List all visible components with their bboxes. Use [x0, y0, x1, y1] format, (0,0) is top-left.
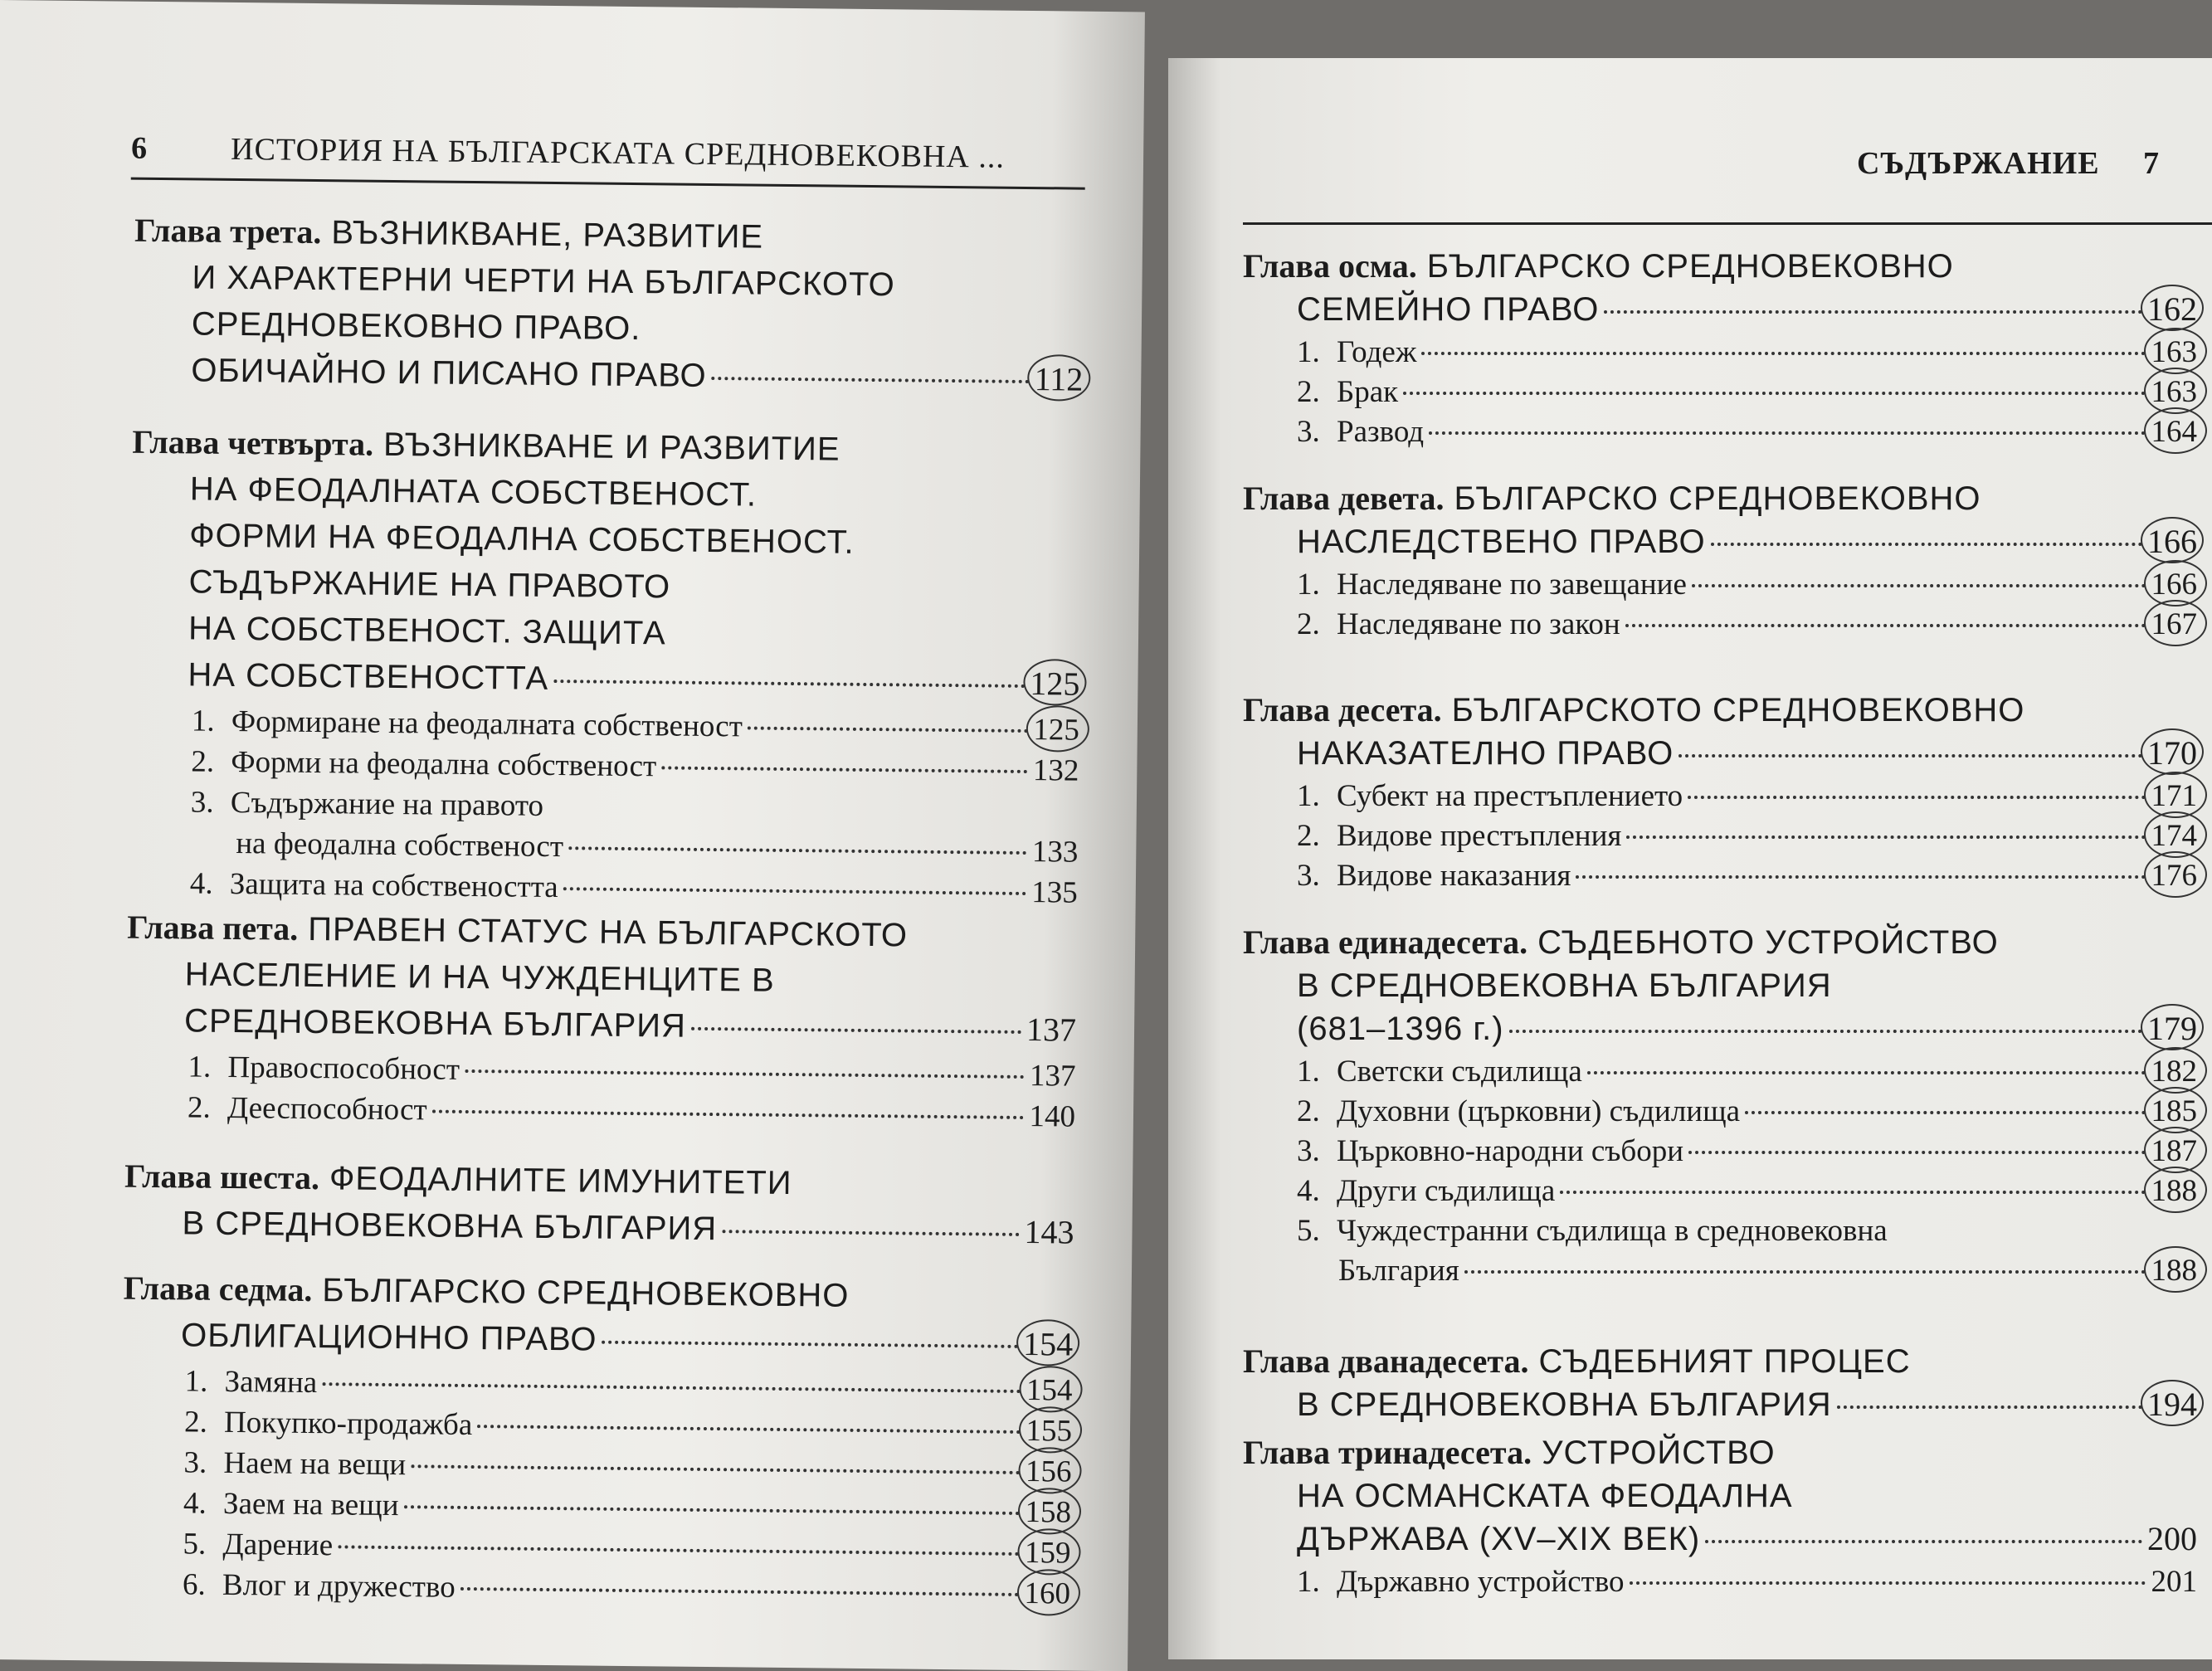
- chapter-title-line: [184, 999, 1076, 1051]
- page-ref: 132: [1032, 753, 1079, 788]
- item-title: Дарение: [222, 1527, 334, 1563]
- item-title: Държавно устройство: [1337, 1565, 1625, 1599]
- item-title: Наем на вещи: [223, 1445, 407, 1483]
- pencil-circle-mark: [1016, 1319, 1080, 1367]
- item-title: Брак: [1337, 375, 1399, 409]
- chapter-title: НА ОСМАНСКАТА ФЕОДАЛНА: [1297, 1478, 1793, 1514]
- chapter-title: ВЪЗНИКВАНЕ, РАЗВИТИЕ: [331, 214, 764, 256]
- pencil-circle-mark: [2144, 600, 2207, 646]
- chapter-title: СЪДЪРЖАНИЕ НА ПРАВОТО: [188, 563, 671, 606]
- page-ref: 133: [1031, 835, 1079, 870]
- item-title: Формиране на феодалната собственост: [231, 704, 743, 744]
- leader-dots: [477, 1425, 1021, 1434]
- chapter-title: СЪДЕБНИЯТ ПРОЦЕС: [1538, 1343, 1911, 1380]
- item-number: 3.: [1297, 1134, 1320, 1168]
- page-ref: 164: [2151, 411, 2197, 454]
- running-title: ИСТОРИЯ НА БЪЛГАРСКАТА СРЕДНОВЕКОВНА ...: [230, 131, 1006, 175]
- page-ref: 154: [1023, 1323, 1074, 1367]
- pencil-circle-mark: [1018, 1488, 1082, 1535]
- chapter-label: Глава четвърта.: [132, 422, 374, 463]
- page-ref: 154: [1026, 1369, 1073, 1413]
- leader-dots: [1626, 836, 2146, 839]
- pencil-circle-mark: [1017, 1569, 1081, 1616]
- pencil-circle-mark: [1017, 1528, 1081, 1576]
- item-number: 2.: [183, 1405, 208, 1440]
- item-title: Съдържание на правото: [230, 785, 544, 823]
- pencil-circle-mark: [2144, 407, 2207, 454]
- page-number: 7: [2143, 146, 2160, 181]
- chapter-title-line: [1297, 1383, 2197, 1426]
- leader-dots: [602, 1341, 1018, 1348]
- leader-dots: [661, 766, 1027, 773]
- chapter-title: СЕМЕЙНО ПРАВО: [1297, 291, 1600, 328]
- leader-dots: [691, 1027, 1021, 1034]
- leader-dots: [748, 726, 1028, 733]
- item-title: Дееспособност: [227, 1090, 427, 1128]
- chapter-title: В СРЕДНОВЕКОВНА БЪЛГАРИЯ: [182, 1205, 718, 1248]
- item-number: 4.: [189, 866, 213, 901]
- chapter-heading: [123, 1267, 1073, 1320]
- chapter-label: Глава осма.: [1243, 247, 1417, 285]
- leader-dots: [553, 680, 1025, 688]
- chapter-title: НА ФЕОДАЛНАТА СОБСТВЕНОСТ.: [189, 470, 758, 514]
- item-number: 4.: [1297, 1174, 1320, 1208]
- chapter-heading: [134, 209, 1084, 262]
- toc-item: [1297, 1170, 2197, 1213]
- pencil-circle-mark: [2144, 1246, 2207, 1293]
- item-number: 3.: [1297, 859, 1320, 893]
- toc-item: [1297, 1090, 2197, 1133]
- leader-dots: [1576, 875, 2146, 879]
- pencil-circle-mark: [2144, 1167, 2207, 1213]
- chapter-title-line: [190, 467, 1082, 519]
- chapter-title-line: [189, 514, 1081, 566]
- chapter-title-line: [1297, 1007, 2197, 1050]
- chapter-title-line: [1297, 288, 2197, 331]
- chapter-label: Глава трета.: [134, 211, 322, 251]
- leader-dots: [465, 1069, 1025, 1079]
- page-ref: 125: [1030, 662, 1080, 706]
- item-number: 3.: [1297, 415, 1320, 449]
- page-ref: 187: [2151, 1130, 2197, 1173]
- chapter-heading: [1243, 1340, 2197, 1383]
- chapter-heading: [1243, 1431, 2197, 1474]
- item-title: Защита на собствеността: [229, 866, 558, 905]
- toc-item: [1297, 371, 2197, 414]
- chapter-title: В СРЕДНОВЕКОВНА БЪЛГАРИЯ: [1297, 967, 1832, 1004]
- chapter-title-line: [191, 348, 1083, 401]
- chapter-heading: [1243, 477, 2197, 520]
- item-number: 1.: [1297, 568, 1320, 602]
- item-number: 1.: [188, 1050, 212, 1084]
- chapter-heading: [1243, 689, 2197, 732]
- toc-item: [1297, 815, 2197, 858]
- item-number: 1.: [1297, 779, 1320, 813]
- item-number: 1.: [1297, 335, 1320, 369]
- item-number: 1.: [184, 1364, 208, 1399]
- page-ref: 162: [2147, 288, 2197, 331]
- chapter-title-line: [181, 1313, 1073, 1366]
- chapter-title-line: [1297, 964, 2197, 1007]
- pencil-circle-mark: [1023, 659, 1087, 706]
- chapter-label: Глава дванадесета.: [1243, 1342, 1529, 1380]
- chapter-title-line: [188, 560, 1080, 612]
- item-number: 2.: [1297, 607, 1320, 641]
- item-title: Замяна: [224, 1364, 318, 1401]
- chapter-title: УСТРОЙСТВО: [1542, 1435, 1776, 1471]
- item-title: Други съдилища: [1337, 1174, 1556, 1208]
- leader-dots: [1630, 1581, 2146, 1585]
- page-ref: 156: [1025, 1450, 1072, 1494]
- chapter-title-line: [188, 653, 1079, 705]
- leader-dots: [1509, 1030, 2142, 1033]
- pencil-circle-mark: [1018, 1447, 1082, 1494]
- toc-item: [1297, 1050, 2197, 1094]
- leader-dots: [1421, 352, 2146, 355]
- chapter-label: Глава тринадесета.: [1243, 1434, 1532, 1471]
- page-ref: 163: [2151, 331, 2197, 374]
- page-ref: 194: [2147, 1383, 2197, 1426]
- leader-dots: [1604, 310, 2142, 314]
- chapter-title-line: [184, 952, 1076, 1005]
- page-ref: 174: [2151, 815, 2197, 858]
- chapter-title-line: [1297, 1518, 2197, 1561]
- toc-item: [1297, 1561, 2197, 1604]
- chapter-label: Глава шеста.: [124, 1157, 320, 1197]
- page-number: 6: [130, 130, 149, 166]
- chapter-heading: [1243, 245, 2197, 288]
- chapter-label: Глава седма.: [123, 1269, 313, 1309]
- leader-dots: [403, 1505, 1020, 1515]
- toc-item: [1297, 775, 2197, 818]
- page-ref: 200: [2147, 1520, 2197, 1557]
- leader-dots: [1429, 431, 2146, 435]
- item-title: България: [1338, 1254, 1459, 1288]
- leader-dots: [1560, 1191, 2146, 1194]
- page-ref: 137: [1026, 1011, 1077, 1049]
- chapter-title-line: [1297, 520, 2197, 563]
- page-ref: 170: [2147, 732, 2197, 775]
- page-ref: 137: [1029, 1059, 1076, 1094]
- page-ref: 155: [1026, 1410, 1073, 1454]
- item-title: Светски съдилища: [1337, 1055, 1582, 1089]
- item-number: 2.: [187, 1090, 211, 1125]
- item-title: Наследяване по завещание: [1337, 568, 1687, 602]
- leader-dots: [322, 1382, 1021, 1393]
- chapter-heading: [127, 906, 1077, 959]
- item-number: 4.: [183, 1486, 207, 1521]
- leader-dots: [1464, 1270, 2146, 1274]
- page-ref: 166: [2151, 563, 2197, 607]
- leader-dots: [1705, 1540, 2142, 1543]
- toc-item: [1297, 331, 2197, 374]
- page-ref: 140: [1029, 1099, 1076, 1134]
- item-number: 3.: [190, 785, 214, 820]
- chapter-label: Глава пета.: [127, 908, 299, 948]
- right-page: [1168, 58, 2212, 1659]
- chapter-title: НА СОБСТВЕНОСТТА: [188, 656, 549, 697]
- chapter-title-line: [192, 302, 1084, 354]
- toc-item: [1297, 563, 2197, 607]
- header-rule: [1243, 222, 2212, 225]
- leader-dots: [1403, 392, 2146, 395]
- item-title: Духовни (църковни) съдилища: [1337, 1094, 1741, 1128]
- item-number: 1.: [191, 704, 215, 738]
- chapter-title: ФОРМИ НА ФЕОДАЛНА СОБСТВЕНОСТ.: [189, 517, 855, 561]
- chapter-heading: [124, 1155, 1074, 1208]
- chapter-title: НАСЕЛЕНИЕ И НА ЧУЖДЕНЦИТЕ В: [184, 956, 775, 999]
- item-title: Годеж: [1337, 335, 1417, 369]
- chapter-title: ФЕОДАЛНИТЕ ИМУНИТЕТИ: [329, 1160, 792, 1202]
- page-ref: 167: [2151, 603, 2197, 646]
- pencil-circle-mark: [2144, 851, 2207, 898]
- leader-dots: [1678, 754, 2142, 758]
- item-number: 2.: [1297, 1094, 1320, 1128]
- leader-dots: [1837, 1405, 2142, 1409]
- chapter-title: ПРАВЕН СТАТУС НА БЪЛГАРСКОТО: [307, 910, 909, 954]
- chapter-title: БЪЛГАРСКО СРЕДНОВЕКОВНО: [322, 1272, 850, 1314]
- item-number: 2.: [191, 744, 215, 779]
- leader-dots: [411, 1464, 1020, 1474]
- page-ref: 135: [1031, 875, 1079, 910]
- item-number: 6.: [182, 1567, 206, 1602]
- page-ref: 166: [2147, 520, 2197, 563]
- leader-dots: [1625, 624, 2146, 627]
- page-ref: 201: [2151, 1565, 2197, 1599]
- chapter-title: БЪЛГАРСКО СРЕДНОВЕКОВНО: [1454, 480, 1981, 517]
- chapter-title: НАСЛЕДСТВЕНО ПРАВО: [1297, 524, 1706, 560]
- page-ref: 158: [1025, 1491, 1072, 1535]
- chapter-title: БЪЛГАРСКОТО СРЕДНОВЕКОВНО: [1451, 692, 2025, 728]
- item-number: 5.: [1297, 1214, 1320, 1248]
- chapter-heading: [132, 421, 1082, 474]
- leader-dots: [1688, 1151, 2146, 1154]
- page-ref: 188: [2151, 1250, 2197, 1293]
- pencil-circle-mark: [1027, 354, 1091, 402]
- running-title: СЪДЪРЖАНИЕ: [1857, 146, 2100, 181]
- toc-item: [1297, 603, 2197, 646]
- page-ref: 185: [2151, 1090, 2197, 1133]
- item-title: Видове наказания: [1337, 859, 1571, 893]
- leader-dots: [432, 1110, 1024, 1119]
- chapter-title: В СРЕДНОВЕКОВНА БЪЛГАРИЯ: [1297, 1386, 1832, 1423]
- item-title: Църковно-народни събори: [1337, 1134, 1684, 1168]
- chapter-title-line: [192, 256, 1084, 308]
- chapter-heading: [1243, 921, 2197, 964]
- item-title: Влог и дружество: [222, 1567, 456, 1605]
- chapter-label: Глава десета.: [1243, 691, 1442, 728]
- item-title: Чуждестранни съдилища в средновековна: [1337, 1214, 1888, 1248]
- pencil-circle-mark: [1019, 1406, 1083, 1454]
- pencil-circle-mark: [2141, 728, 2204, 775]
- leader-dots: [1711, 543, 2142, 546]
- item-number: 1.: [1297, 1565, 1320, 1599]
- item-title: Развод: [1337, 415, 1425, 449]
- page-ref: 182: [2151, 1050, 2197, 1094]
- chapter-label: Глава девета.: [1243, 480, 1445, 517]
- page-ref: 171: [2151, 775, 2197, 818]
- chapter-title-line: [1297, 1474, 2197, 1518]
- page-ref: 188: [2151, 1170, 2197, 1213]
- item-title: Покупко-продажба: [223, 1405, 473, 1443]
- page-ref: 160: [1024, 1572, 1071, 1616]
- item-title: Видове престъпления: [1337, 819, 1622, 853]
- page-ref: 163: [2151, 371, 2197, 414]
- item-number: 1.: [1297, 1055, 1320, 1089]
- page-ref: 143: [1024, 1213, 1074, 1251]
- chapter-title: НАКАЗАТЕЛНО ПРАВО: [1297, 735, 1674, 772]
- item-number: 2.: [1297, 375, 1320, 409]
- page-ref: 176: [2151, 855, 2197, 898]
- toc-item: [183, 1563, 1070, 1615]
- chapter-title: СРЕДНОВЕКОВНО ПРАВО.: [191, 305, 641, 348]
- toc-item: [1297, 1210, 2197, 1253]
- leader-dots: [1587, 1071, 2146, 1074]
- pencil-circle-mark: [1019, 1366, 1083, 1413]
- chapter-label: Глава единадесета.: [1243, 923, 1528, 961]
- item-title: Правоспособност: [227, 1050, 460, 1087]
- pencil-circle-mark: [2141, 1380, 2204, 1426]
- item-number: 3.: [183, 1445, 207, 1480]
- item-number: 2.: [1297, 819, 1320, 853]
- toc-item: [188, 1086, 1075, 1138]
- leader-dots: [460, 1587, 1019, 1596]
- leader-dots: [1688, 796, 2146, 799]
- toc-item: [1297, 1130, 2197, 1173]
- chapter-title: И ХАРАКТЕРНИ ЧЕРТИ НА БЪЛГАРСКОТО: [192, 259, 895, 304]
- chapter-title: БЪЛГАРСКО СРЕДНОВЕКОВНО: [1426, 248, 1954, 285]
- chapter-title-line: [188, 607, 1080, 659]
- leader-dots: [338, 1545, 1019, 1556]
- chapter-title: СЪДЕБНОТО УСТРОЙСТВО: [1537, 924, 1999, 961]
- chapter-title: ОБЛИГАЦИОННО ПРАВО: [180, 1317, 597, 1358]
- item-title: на феодална собственост: [236, 826, 564, 865]
- leader-dots: [1692, 584, 2146, 587]
- item-number: 5.: [183, 1527, 207, 1561]
- leader-dots: [712, 377, 1030, 383]
- chapter-title-line: [1297, 732, 2197, 775]
- chapter-title: (681–1396 г.): [1297, 1011, 1504, 1047]
- header-rule: [131, 178, 1085, 190]
- page-ref: 159: [1024, 1532, 1071, 1576]
- item-title: Форми на феодална собственост: [231, 744, 657, 784]
- page-ref: 112: [1034, 358, 1083, 402]
- chapter-title: СРЕДНОВЕКОВНА БЪЛГАРИЯ: [183, 1002, 687, 1045]
- toc-item: [1297, 411, 2197, 454]
- item-title: Субект на престъплението: [1337, 779, 1683, 813]
- pencil-circle-mark: [2141, 517, 2204, 563]
- leader-dots: [1745, 1111, 2146, 1114]
- chapter-title-line: [182, 1201, 1074, 1254]
- item-title: Наследяване по закон: [1337, 607, 1620, 641]
- chapter-title: ВЪЗНИКВАНЕ И РАЗВИТИЕ: [382, 426, 840, 468]
- leader-dots: [722, 1230, 1019, 1236]
- toc-item: [1297, 855, 2197, 898]
- page-ref: 179: [2147, 1007, 2197, 1050]
- chapter-title: ДЪРЖАВА (XV–XIX ВЕК): [1297, 1521, 1701, 1557]
- pencil-circle-mark: [2141, 285, 2204, 331]
- leader-dots: [563, 887, 1026, 895]
- chapter-title: НА СОБСТВЕНОСТ. ЗАЩИТА: [188, 610, 666, 652]
- pencil-circle-mark: [2141, 1004, 2204, 1050]
- pencil-circle-mark: [1026, 705, 1090, 753]
- item-title: Заем на вещи: [222, 1486, 399, 1523]
- page-ref: 125: [1033, 709, 1080, 753]
- chapter-title: ОБИЧАЙНО И ПИСАНО ПРАВО: [191, 352, 707, 394]
- leader-dots: [568, 846, 1026, 855]
- toc-item-continuation: [1338, 1250, 2197, 1293]
